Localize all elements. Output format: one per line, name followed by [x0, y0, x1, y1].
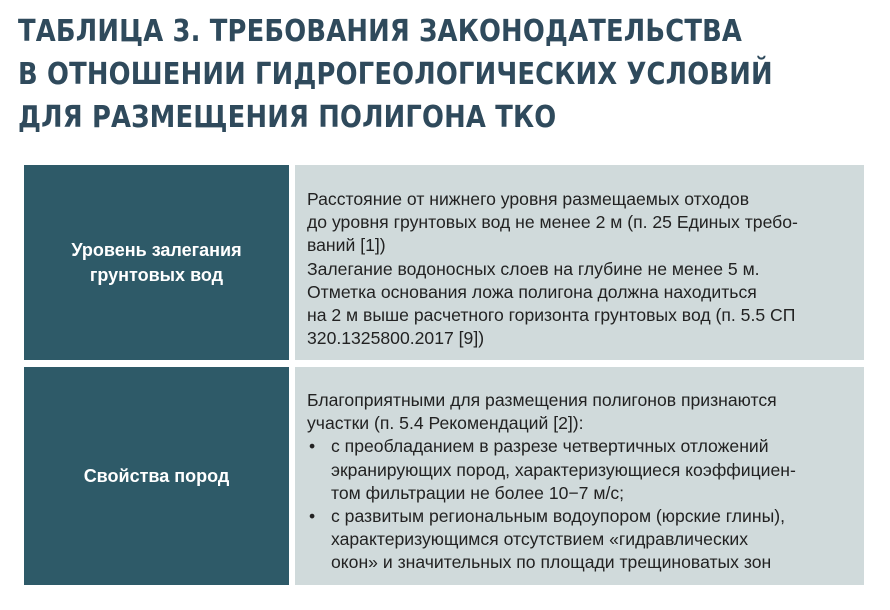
- body-line: Залегание водоносных слоев на глубине не менее 5 м.: [307, 258, 760, 279]
- row-header-rock-properties: [24, 367, 289, 585]
- row-header-groundwater-level: [24, 165, 289, 360]
- body-line: 320.1325800.2017 [9]): [307, 328, 485, 349]
- bullet-text: с преобладанием в разрезе четвертичных отложений: [331, 436, 769, 457]
- list-item: [307, 435, 854, 505]
- body-line: до уровня грунтовых вод не менее 2 м (п. 25 Единых требо-: [307, 212, 798, 233]
- body-line: Расстояние от нижнего уровня размещаемых отходов: [307, 189, 750, 209]
- title-line: ДЛЯ РАЗМЕЩЕНИЯ ПОЛИГОНА ТКО: [18, 100, 557, 135]
- requirements-table: [24, 165, 864, 592]
- row-body-groundwater-level: [295, 165, 864, 360]
- row-header-text: Свойства пород: [83, 465, 230, 486]
- body-line: участки (п. 5.4 Рекомендаций [2]):: [307, 413, 584, 434]
- table-row: [24, 367, 864, 585]
- title-line: В ОТНОШЕНИИ ГИДРОГЕОЛОГИЧЕСКИХ УСЛОВИЙ: [18, 57, 773, 92]
- title-line: ТАБЛИЦА 3. ТРЕБОВАНИЯ ЗАКОНОДАТЕЛЬСТВА: [18, 14, 743, 49]
- body-line: Отметка основания ложа полигона должна находиться: [307, 281, 757, 302]
- bullet-icon: •: [309, 506, 316, 527]
- body-line: ваний [1]): [307, 235, 386, 256]
- bullet-icon: •: [309, 436, 316, 457]
- bullet-text: экранирующих пород, характеризующиеся коэффициен-: [331, 459, 796, 480]
- body-line: Благоприятными для размещения полигонов признаются: [307, 390, 777, 410]
- row-header-text: грунтовых вод: [89, 264, 224, 285]
- bullet-text: характеризующимся отсутствием «гидравлических: [331, 529, 749, 550]
- bullet-text: окон» и значительных по площади трещиноватых зон: [331, 552, 772, 573]
- table-row: [24, 165, 864, 360]
- body-line: на 2 м выше расчетного горизонта грунтовых вод (п. 5.5 СП: [307, 305, 796, 326]
- row-header-text: Уровень залегания: [71, 239, 242, 260]
- page-title: [18, 10, 773, 139]
- bullet-text: том фильтрации не более 10−7 м/с;: [331, 482, 625, 503]
- row-body-rock-properties: [295, 367, 864, 585]
- bullet-text: с развитым региональным водоупором (юрские глины),: [331, 506, 785, 527]
- list-item: [307, 505, 854, 575]
